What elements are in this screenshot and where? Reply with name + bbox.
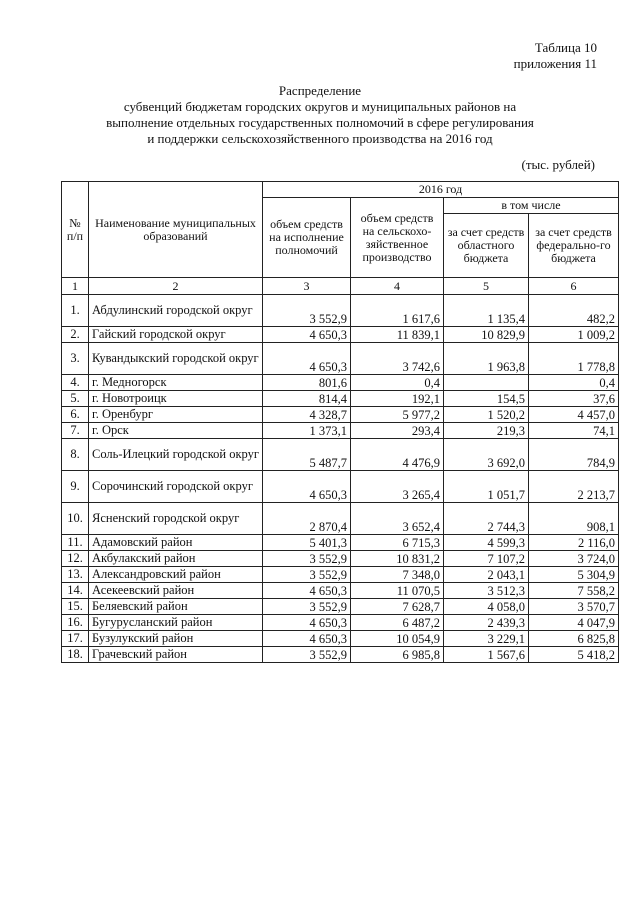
table-row bbox=[62, 439, 619, 471]
row-col5 bbox=[444, 375, 529, 391]
row-number: 1. bbox=[62, 295, 89, 327]
title-line-2: субвенций бюджетам городских округов и муниципальных районов на bbox=[123, 99, 517, 114]
row-name: Кувандыкский городской округ bbox=[89, 343, 263, 375]
row-col3: 3 552,9 bbox=[263, 599, 351, 615]
units-note: (тыс. рублей) bbox=[521, 157, 595, 172]
row-col4: 6 715,3 bbox=[351, 535, 444, 551]
row-col6: 2 213,7 bbox=[529, 471, 619, 503]
row-number: 11. bbox=[62, 535, 89, 551]
row-col4: 0,4 bbox=[351, 375, 444, 391]
row-col6: 2 116,0 bbox=[529, 535, 619, 551]
row-col5: 2 744,3 bbox=[444, 503, 529, 535]
row-col4: 4 476,9 bbox=[351, 439, 444, 471]
table-row bbox=[62, 647, 619, 663]
row-col5: 219,3 bbox=[444, 423, 529, 439]
header-col6: за счет средств федерально-го бюджета bbox=[529, 214, 619, 278]
row-number: 7. bbox=[62, 423, 89, 439]
row-name: г. Медногорск bbox=[89, 375, 263, 391]
row-name: Беляевский район bbox=[89, 599, 263, 615]
row-col3: 3 552,9 bbox=[263, 551, 351, 567]
row-col3: 814,4 bbox=[263, 391, 351, 407]
table-row bbox=[62, 583, 619, 599]
row-col6: 5 418,2 bbox=[529, 647, 619, 663]
table-row bbox=[62, 327, 619, 343]
row-col6: 482,2 bbox=[529, 295, 619, 327]
header-num: № п/п bbox=[62, 182, 89, 278]
column-number: 4 bbox=[351, 278, 444, 295]
row-number: 15. bbox=[62, 599, 89, 615]
row-name: Бузулукский район bbox=[89, 631, 263, 647]
row-name: Ясненский городской округ bbox=[89, 503, 263, 535]
table-row bbox=[62, 567, 619, 583]
row-number: 3. bbox=[62, 343, 89, 375]
row-col6: 908,1 bbox=[529, 503, 619, 535]
row-name: г. Орск bbox=[89, 423, 263, 439]
table-row bbox=[62, 471, 619, 503]
row-name: Грачевский район bbox=[89, 647, 263, 663]
table-row bbox=[62, 631, 619, 647]
row-col4: 6 487,2 bbox=[351, 615, 444, 631]
table-row bbox=[62, 423, 619, 439]
row-name: г. Оренбург bbox=[89, 407, 263, 423]
table-row bbox=[62, 295, 619, 327]
row-col3: 801,6 bbox=[263, 375, 351, 391]
row-col5: 154,5 bbox=[444, 391, 529, 407]
row-col6: 6 825,8 bbox=[529, 631, 619, 647]
row-col3: 4 650,3 bbox=[263, 631, 351, 647]
row-col5: 4 599,3 bbox=[444, 535, 529, 551]
header-col5: за счет средств областного бюджета bbox=[444, 214, 529, 278]
row-col6: 4 457,0 bbox=[529, 407, 619, 423]
row-name: Александровский район bbox=[89, 567, 263, 583]
row-col5: 10 829,9 bbox=[444, 327, 529, 343]
column-numbers-row bbox=[62, 278, 619, 295]
table-row bbox=[62, 599, 619, 615]
row-number: 18. bbox=[62, 647, 89, 663]
row-number: 17. bbox=[62, 631, 89, 647]
row-col4: 6 985,8 bbox=[351, 647, 444, 663]
row-name: Гайский городской округ bbox=[89, 327, 263, 343]
annex-line-appendix: приложения 11 bbox=[513, 56, 597, 71]
annex-reference bbox=[514, 40, 597, 72]
row-number: 6. bbox=[62, 407, 89, 423]
row-col3: 3 552,9 bbox=[263, 647, 351, 663]
row-name: г. Новотроицк bbox=[89, 391, 263, 407]
subventions-table bbox=[61, 181, 619, 663]
row-col6: 3 570,7 bbox=[529, 599, 619, 615]
row-col5: 4 058,0 bbox=[444, 599, 529, 615]
row-col4: 11 070,5 bbox=[351, 583, 444, 599]
row-name: Акбулакский район bbox=[89, 551, 263, 567]
row-number: 9. bbox=[62, 471, 89, 503]
row-col5: 1 567,6 bbox=[444, 647, 529, 663]
row-col3: 4 650,3 bbox=[263, 583, 351, 599]
row-col4: 3 265,4 bbox=[351, 471, 444, 503]
header-col4: объем средств на сельскохо-зяйственное производство bbox=[351, 198, 444, 278]
row-col6: 784,9 bbox=[529, 439, 619, 471]
table-row bbox=[62, 615, 619, 631]
row-col6: 1 778,8 bbox=[529, 343, 619, 375]
row-col6: 4 047,9 bbox=[529, 615, 619, 631]
title-line-4: и поддержки сельскохозяйственного производства на 2016 год bbox=[147, 131, 493, 146]
row-col6: 5 304,9 bbox=[529, 567, 619, 583]
row-col6: 74,1 bbox=[529, 423, 619, 439]
row-col6: 0,4 bbox=[529, 375, 619, 391]
row-number: 2. bbox=[62, 327, 89, 343]
header-including: в том числе bbox=[444, 198, 619, 214]
row-col3: 4 650,3 bbox=[263, 471, 351, 503]
row-name: Сорочинский городской округ bbox=[89, 471, 263, 503]
row-col4: 3 652,4 bbox=[351, 503, 444, 535]
row-col5: 3 692,0 bbox=[444, 439, 529, 471]
row-number: 10. bbox=[62, 503, 89, 535]
row-name: Абдулинский городской округ bbox=[89, 295, 263, 327]
table-row bbox=[62, 391, 619, 407]
table-row bbox=[62, 503, 619, 535]
row-col6: 1 009,2 bbox=[529, 327, 619, 343]
header-year: 2016 год bbox=[263, 182, 619, 198]
row-col5: 1 520,2 bbox=[444, 407, 529, 423]
row-name: Бугурусланский район bbox=[89, 615, 263, 631]
row-col5: 1 051,7 bbox=[444, 471, 529, 503]
table-row bbox=[62, 551, 619, 567]
header-col3: объем средств на исполнение полномочий bbox=[263, 198, 351, 278]
row-number: 13. bbox=[62, 567, 89, 583]
row-col3: 3 552,9 bbox=[263, 567, 351, 583]
row-col4: 1 617,6 bbox=[351, 295, 444, 327]
row-col3: 5 487,7 bbox=[263, 439, 351, 471]
row-col5: 2 439,3 bbox=[444, 615, 529, 631]
table-row bbox=[62, 535, 619, 551]
row-col3: 3 552,9 bbox=[263, 295, 351, 327]
column-number: 5 bbox=[444, 278, 529, 295]
row-col4: 192,1 bbox=[351, 391, 444, 407]
row-number: 8. bbox=[62, 439, 89, 471]
row-col4: 10 054,9 bbox=[351, 631, 444, 647]
row-number: 14. bbox=[62, 583, 89, 599]
title-line-3: выполнение отдельных государственных полномочий в сфере регулирования bbox=[106, 115, 534, 130]
table-row bbox=[62, 407, 619, 423]
row-col3: 2 870,4 bbox=[263, 503, 351, 535]
annex-line-table: Таблица 10 bbox=[534, 40, 597, 55]
row-number: 12. bbox=[62, 551, 89, 567]
row-col3: 5 401,3 bbox=[263, 535, 351, 551]
row-name: Асекеевский район bbox=[89, 583, 263, 599]
row-col5: 7 107,2 bbox=[444, 551, 529, 567]
row-col5: 3 229,1 bbox=[444, 631, 529, 647]
row-col4: 7 348,0 bbox=[351, 567, 444, 583]
row-col5: 1 963,8 bbox=[444, 343, 529, 375]
row-col4: 11 839,1 bbox=[351, 327, 444, 343]
column-number: 3 bbox=[263, 278, 351, 295]
column-number: 6 bbox=[529, 278, 619, 295]
row-col5: 3 512,3 bbox=[444, 583, 529, 599]
row-col4: 10 831,2 bbox=[351, 551, 444, 567]
row-col3: 1 373,1 bbox=[263, 423, 351, 439]
row-col3: 4 328,7 bbox=[263, 407, 351, 423]
table-row bbox=[62, 343, 619, 375]
row-col5: 2 043,1 bbox=[444, 567, 529, 583]
row-col4: 293,4 bbox=[351, 423, 444, 439]
header-name: Наименование муниципальных образований bbox=[89, 182, 263, 278]
row-number: 5. bbox=[62, 391, 89, 407]
row-name: Соль-Илецкий городской округ bbox=[89, 439, 263, 471]
column-number: 1 bbox=[62, 278, 89, 295]
row-col6: 3 724,0 bbox=[529, 551, 619, 567]
title-line-1: Распределение bbox=[278, 83, 362, 98]
row-col3: 4 650,3 bbox=[263, 615, 351, 631]
row-col3: 4 650,3 bbox=[263, 343, 351, 375]
row-col3: 4 650,3 bbox=[263, 327, 351, 343]
row-col4: 5 977,2 bbox=[351, 407, 444, 423]
document-title bbox=[0, 83, 640, 147]
row-col4: 7 628,7 bbox=[351, 599, 444, 615]
row-col6: 37,6 bbox=[529, 391, 619, 407]
table-row bbox=[62, 375, 619, 391]
row-number: 4. bbox=[62, 375, 89, 391]
row-col6: 7 558,2 bbox=[529, 583, 619, 599]
row-number: 16. bbox=[62, 615, 89, 631]
row-name: Адамовский район bbox=[89, 535, 263, 551]
row-col5: 1 135,4 bbox=[444, 295, 529, 327]
column-number: 2 bbox=[89, 278, 263, 295]
row-col4: 3 742,6 bbox=[351, 343, 444, 375]
